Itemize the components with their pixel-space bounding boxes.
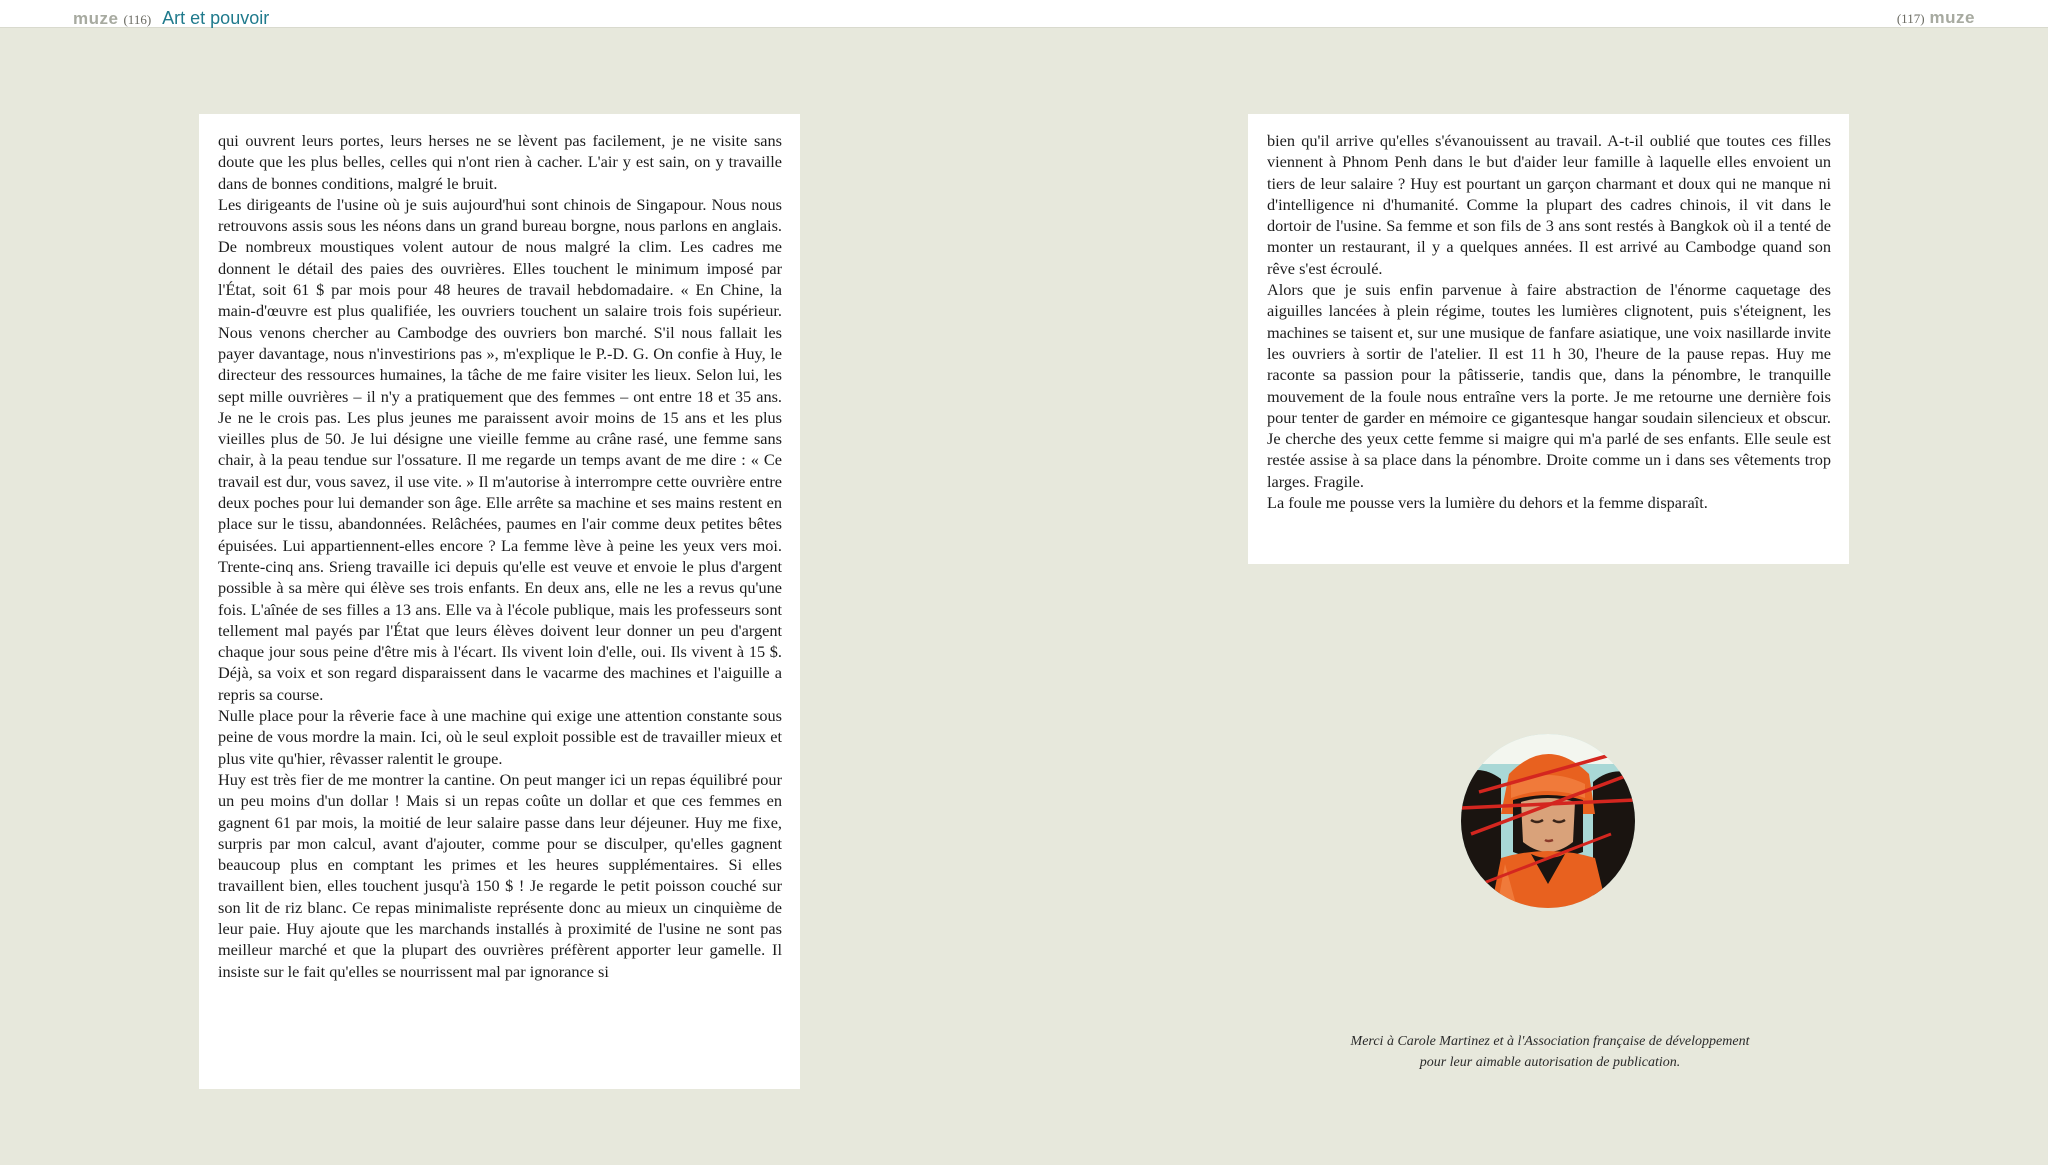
magazine-brand-left: muze bbox=[73, 9, 119, 28]
left-paragraph-3: Nulle place pour la rêverie face à une machine qui exige une attention constante sous peine de vous mordre la main. Ici, où le seul exploit possible est de travailler mieux et plus vite qu'hier, rêvasser ralentit le groupe. bbox=[218, 706, 782, 768]
section-title: Art et pouvoir bbox=[162, 8, 270, 28]
page-header-bar bbox=[0, 0, 2048, 28]
left-text-column bbox=[199, 114, 800, 1089]
page-number-right: (117) bbox=[1896, 11, 1925, 26]
credit-line-1: Merci à Carole Martinez et à l'Association française de développement bbox=[1350, 1034, 1750, 1049]
right-paragraph-1: bien qu'il arrive qu'elles s'évanouissent au travail. A-t-il oublié que toutes ces filles viennent à Phnom Penh dans le but d'aider leur famille à laquelle elles envoient un tiers de leur salaire ? Huy est pourtant un garçon charmant et doux qui ne manque ni d'intelligence ni d'humanité. Comme la plupart des cadres chinois, il vit dans le dortoir de l'usine. Sa femme et son fils de 3 ans sont restés à Bangkok où il a tenté de monter un restaurant, il y a quelques années. Il est arrivé au Cambodge quand son rêve s'est écroulé. bbox=[1267, 131, 1831, 278]
page-number-left: (116) bbox=[123, 12, 152, 27]
left-paragraph-2: Les dirigeants de l'usine où je suis aujourd'hui sont chinois de Singapour. Nous nous retrouvons assis sous les néons dans un grand bureau borgne, nous parlons en anglais. De nombreux moustiques volent autour de nous malgré la clim. Les cadres me donnent le détail des paies des ouvrières. Elles touchent le minimum imposé par l'État, soit 61 $ par mois pour 48 heures de travail hebdomadaire. « En Chine, la main-d'œuvre est plus qualifiée, les ouvriers touchent un salaire trois fois supérieur. Nous venons chercher au Cambodge des ouvriers bon marché. S'il nous fallait les payer davantage, nous n'investirions pas », m'explique le P.-D. G. On confie à Huy, le directeur des ressources humaines, la tâche de me faire visiter les lieux. Selon lui, les sept mille ouvrières – il n'y a pratiquement que des femmes – ont entre 18 et 35 ans. Je ne le crois pas. Les plus jeunes me paraissent avoir moins de 15 ans et les plus vieilles plus de 50. Je lui désigne une vieille femme au crâne rasé, une femme sans chair, à la peau tendue sur l'ossature. Il me regarde un temps avant de me dire : « Ce travail est dur, vous savez, il use vite. » Il m'autorise à interrompre cette ouvrière entre deux poches pour lui demander son âge. Elle arrête sa machine et ses mains restent en place sur le tissu, abandonnées. Relâchées, paumes en l'air comme deux petites bêtes épuisées. Lui appartiennent-elles encore ? La femme lève à peine les yeux vers moi. Trente-cinq ans. Srieng travaille ici depuis qu'elle est veuve et envoie le plus d'argent possible à sa mère qui élève ses trois enfants. En deux ans, elle ne les a revus qu'une fois. L'aînée de ses filles a 13 ans. Elle va à l'école publique, mais les professeurs sont tellement mal payés par l'État que leurs élèves doivent leur donner un peu d'argent chaque jour sous peine d'être mis à l'écart. Ils vivent loin d'elle, oui. Ils vivent à 15 $. Déjà, sa voix et son regard disparaissent dans le vacarme des machines et l'aiguille a repris sa course. bbox=[218, 194, 782, 704]
woman-portrait-illustration bbox=[1461, 734, 1635, 908]
right-text-column bbox=[1248, 114, 1849, 564]
right-paragraph-2: Alors que je suis enfin parvenue à faire abstraction de l'énorme caquetage des aiguilles lancées à plein régime, toutes les lumières clignotent, puis s'éteignent, les machines se taisent et, sur une musique de fanfare asiatique, une voix nasillarde invite les ouvriers à sortir de l'atelier. Il est 11 h 30, l'heure de la pause repas. Huy me raconte sa passion pour la pâtisserie, tandis que, dans la pénombre, le tranquille mouvement de la foule nous entraîne vers la porte. Je me retourne une dernière fois pour tenter de garder en mémoire ce gigantesque hangar soudain silencieux et obscur. Je cherche des yeux cette femme si maigre qui m'a parlé de ses enfants. Elle seule est restée assise à sa place dans la pénombre. Droite comme un i dans ses vêtements trop larges. Fragile. bbox=[1267, 280, 1831, 491]
header-right bbox=[1892, 7, 1975, 29]
credit-note bbox=[1300, 1031, 1800, 1073]
header-left bbox=[73, 7, 269, 29]
credit-line-2: pour leur aimable autorisation de publication. bbox=[1419, 1055, 1681, 1070]
left-paragraph-1: qui ouvrent leurs portes, leurs herses ne se lèvent pas facilement, je ne visite sans doute que les plus belles, celles qui n'ont rien à cacher. L'air y est sain, on y travaille dans de bonnes conditions, malgré le bruit. bbox=[218, 131, 782, 193]
magazine-brand-right: muze bbox=[1929, 8, 1975, 27]
left-paragraph-4: Huy est très fier de me montrer la cantine. On peut manger ici un repas équilibré pour un peu moins d'un dollar ! Mais si un repas coûte un dollar et que ces femmes en gagnent 61 par mois, la moitié de leur salaire passe dans leur déjeuner. Huy me fixe, surpris par mon calcul, avant d'ajouter, comme pour se disculper, qu'elles gagnent beaucoup plus en comptant les primes et les heures supplémentaires. Si elles travaillent bien, elles touchent jusqu'à 150 $ ! Je regarde le petit poisson couché sur son lit de riz blanc. Ce repas minimaliste représente donc au mieux un cinquième de leur paie. Huy ajoute que les marchands installés à proximité de l'usine ne sont pas meilleur marché et que la plupart des ouvrières préfèrent apporter leur gamelle. Il insiste sur le fait qu'elles se nourrissent mal par ignorance si bbox=[218, 769, 782, 981]
right-paragraph-3: La foule me pousse vers la lumière du dehors et la femme disparaît. bbox=[1267, 493, 1708, 513]
